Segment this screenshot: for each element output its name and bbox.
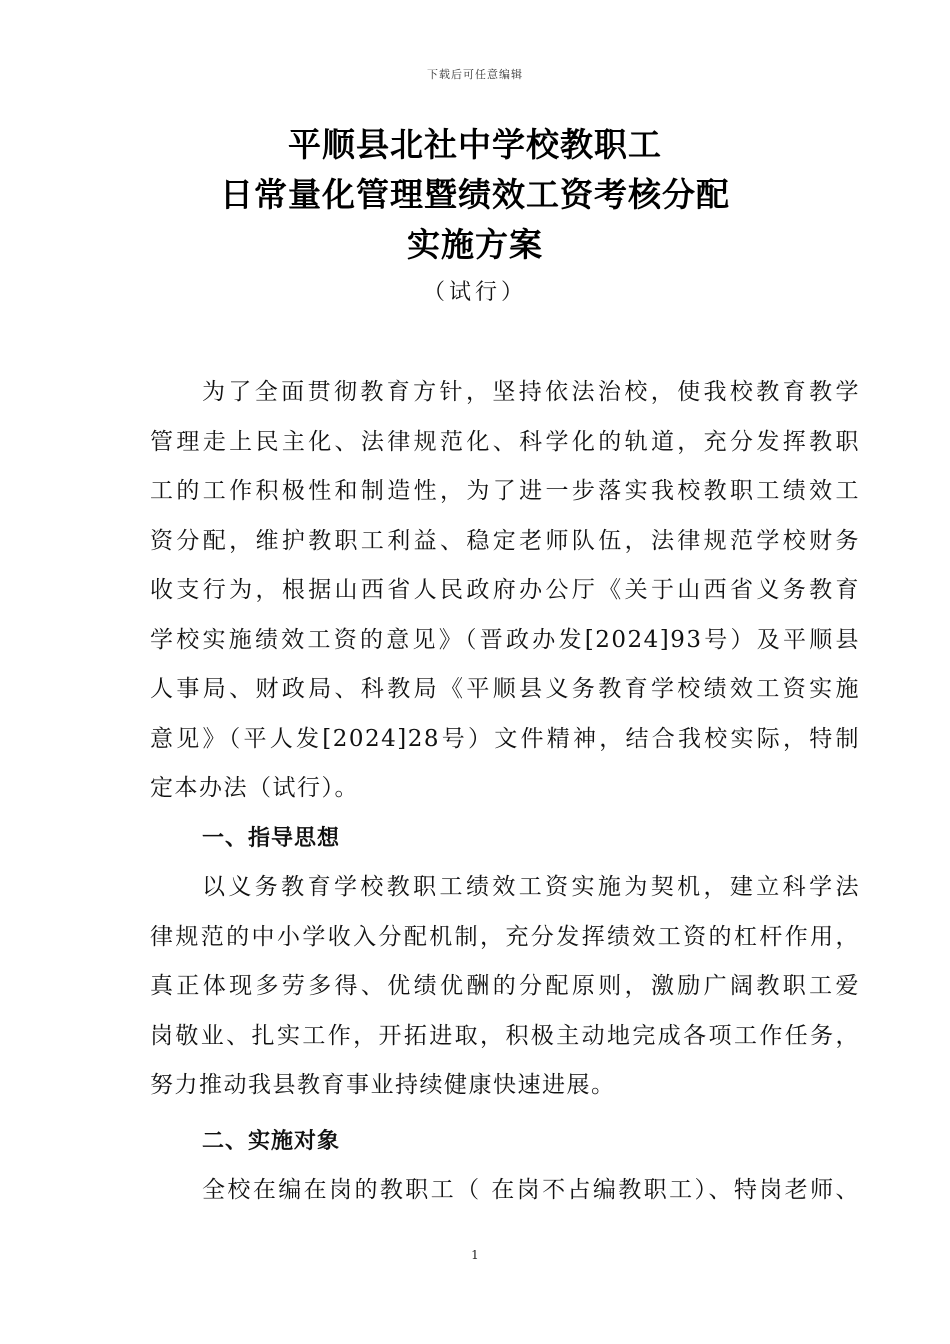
subtitle: （试行）	[422, 280, 527, 305]
paragraph-line: 学校实施绩效工资的意见》（晋政办发[2024]93号）及平顺县	[150, 626, 860, 653]
paragraph-line: 定本办法（试行）。	[150, 775, 359, 801]
document-body	[150, 368, 860, 1216]
paragraph-line: 真正体现多劳多得、优绩优酬的分配原则，激励广阔教职工爱	[150, 973, 860, 999]
paragraph-line: 管理走上民主化、法律规范化、科学化的轨道，充分发挥教职	[150, 428, 860, 455]
title-line-3: 实施方案	[407, 225, 543, 264]
paragraph-line: 以义务教育学校教职工绩效工资实施为契机，建立科学法	[202, 874, 860, 900]
paragraph-line: 收支行为，根据山西省人民政府办公厅《关于山西省义务教育	[150, 577, 860, 603]
section-heading-guiding-thought: 一、指导思想	[202, 825, 341, 851]
header-note: 下载后可任意编辑	[427, 68, 523, 81]
page-number: 1	[471, 1248, 479, 1262]
section-2-paragraph	[150, 1166, 860, 1216]
section-heading-target-subjects: 二、实施对象	[202, 1128, 341, 1154]
section-1-paragraph	[150, 863, 860, 1111]
paragraph-line: 为了全面贯彻教育方针，坚持依法治校，使我校教育教学	[202, 379, 860, 405]
paragraph-line: 意见》（平人发[2024]28号）文件精神，结合我校实际，特制	[150, 725, 860, 752]
paragraph-line: 努力推动我县教育事业持续健康快速进展。	[150, 1072, 616, 1098]
paragraph-line: 工的工作积极性和制造性，为了进一步落实我校教职工绩效工	[150, 478, 860, 504]
paragraph-line: 律规范的中小学收入分配机制，充分发挥绩效工资的杠杆作用，	[150, 923, 860, 950]
intro-paragraph	[150, 368, 860, 814]
paragraph-line: 全校在编在岗的教职工（ 在岗不占编教职工）、特岗老师、	[202, 1177, 860, 1203]
paragraph-line: 岗敬业、扎实工作，开拓进取，积极主动地完成各项工作任务，	[150, 1022, 860, 1049]
title-line-2: 日常量化管理暨绩效工资考核分配	[220, 175, 730, 214]
title-line-1: 平顺县北社中学校教职工	[288, 125, 662, 164]
document-title	[0, 120, 950, 308]
paragraph-line: 人事局、财政局、科教局《平顺县义务教育学校绩效工资实施	[150, 676, 860, 702]
paragraph-line: 资分配，维护教职工利益、稳定老师队伍，法律规范学校财务	[150, 527, 860, 554]
